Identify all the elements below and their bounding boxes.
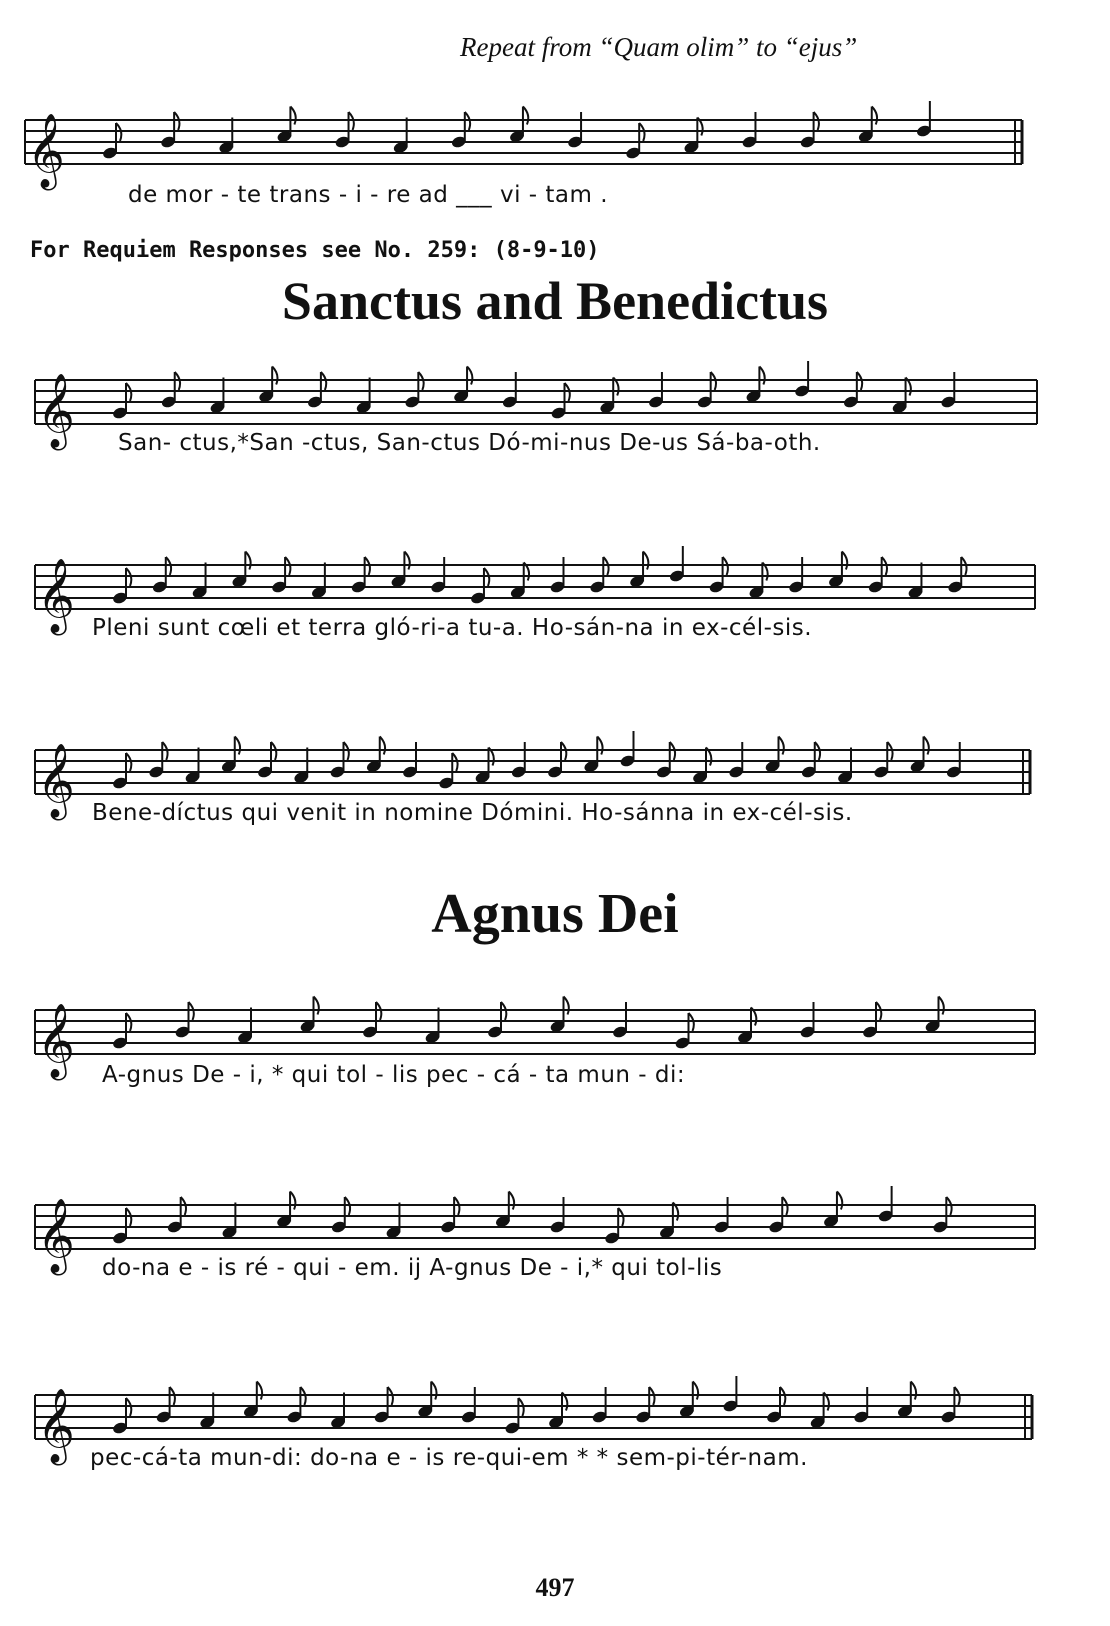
music-staff-4 [0, 680, 1110, 820]
lyric-line-5: A-gnus De - i, * qui tol - lis pec - cá - ta mun - di: [102, 1062, 686, 1088]
treble-clef-icon: 𝄞 [37, 1004, 75, 1078]
lyric-line-1: de mor - te trans - i - re ad ___ vi - tam . [128, 182, 609, 208]
music-staff-2 [0, 310, 1110, 450]
lyric-line-3: Pleni sunt cœli et terra gló-ri-a tu-a. Ho-sán-na in ex-cél-sis. [92, 615, 813, 641]
treble-clef-icon: 𝄞 [27, 114, 65, 188]
lyric-line-6: do-na e - is ré - qui - em. ij A-gnus De - i,* qui tol-lis [102, 1255, 723, 1281]
music-staff-3 [0, 495, 1110, 635]
music-staff-6 [0, 1135, 1110, 1275]
treble-clef-icon: 𝄞 [37, 1199, 75, 1273]
repeat-instruction: Repeat from “Quam olim” to “ejus” [460, 32, 858, 62]
treble-clef-icon: 𝄞 [37, 559, 75, 633]
treble-clef-icon: 𝄞 [37, 1389, 75, 1463]
section-title-sanctus: Sanctus and Benedictus [281, 271, 829, 331]
lyric-line-7: pec-cá-ta mun-di: do-na e - is re-qui-em * * sem-pi-tér-nam. [90, 1445, 808, 1471]
lyric-line-4: Bene-díctus qui venit in nomine Dómini. Ho-sánna in ex-cél-sis. [92, 800, 853, 826]
requiem-responses-note: For Requiem Responses see No. 259: (8-9-10) [30, 238, 600, 263]
music-staff-5 [0, 940, 1110, 1080]
lyric-line-2: San- ctus,*San -ctus, San-ctus Dó-mi-nus De-us Sá-ba-oth. [118, 430, 821, 456]
treble-clef-icon: 𝄞 [37, 744, 75, 818]
music-staff-7 [0, 1325, 1110, 1465]
page-number: 497 [535, 1573, 575, 1602]
treble-clef-icon: 𝄞 [37, 374, 75, 448]
music-staff-1 [0, 50, 1110, 190]
section-title-agnus: Agnus Dei [431, 883, 679, 945]
